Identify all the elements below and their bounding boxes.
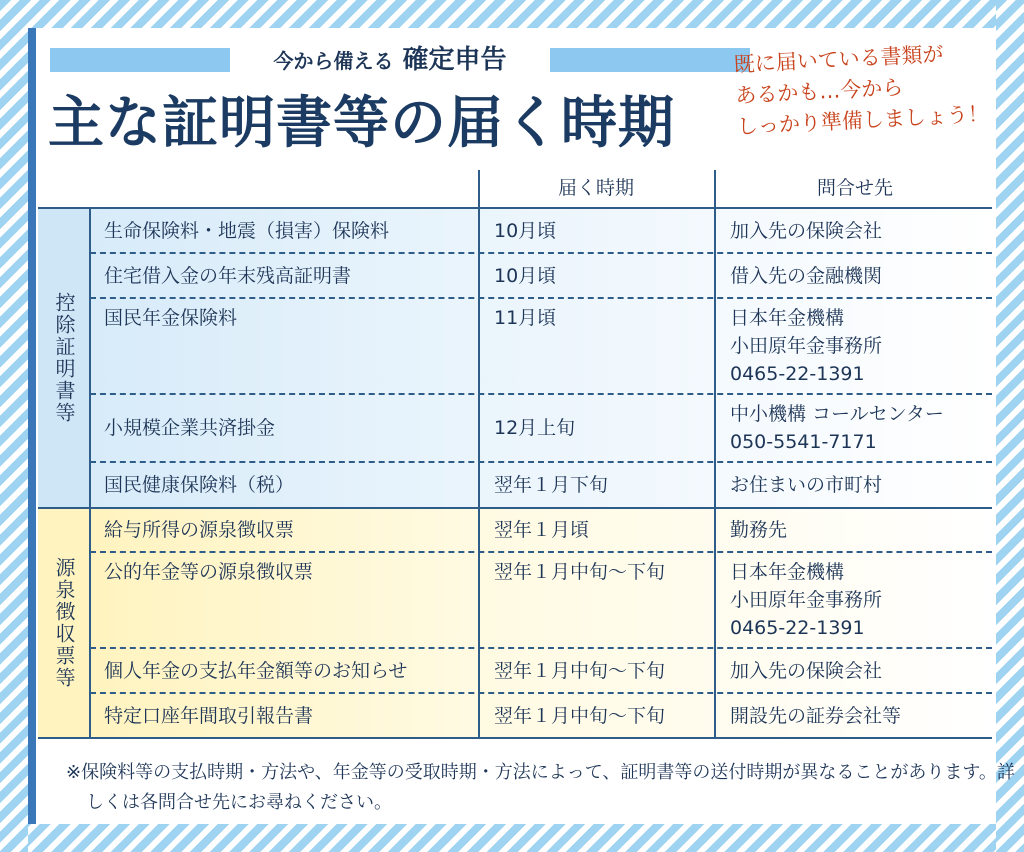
subtitle-row	[50, 42, 750, 78]
row-timing: 10月頃	[494, 265, 557, 287]
table-row	[90, 208, 992, 253]
schedule-table	[38, 170, 992, 768]
table-row	[90, 508, 992, 552]
left-accent-bar	[28, 28, 36, 824]
row-item: 特定口座年間取引報告書	[104, 705, 314, 727]
category-label: 控除証明書等	[52, 292, 76, 424]
row-timing: 11月頃	[494, 307, 557, 329]
col-header-timing: 届く時期	[557, 177, 634, 199]
table-row	[90, 253, 992, 298]
row-contact: 日本年金機構 小田原年金事務所 0465-22-1391	[730, 561, 883, 639]
row-contact: 加入先の保険会社	[730, 220, 883, 242]
row-contact: 開設先の証券会社等	[730, 705, 902, 727]
row-item: 公的年金等の源泉徴収票	[104, 561, 314, 583]
row-item: 住宅借入金の年末残高証明書	[104, 265, 352, 287]
table-row	[90, 648, 992, 693]
top-stripe-border	[0, 0, 1024, 28]
rule-dashed	[90, 647, 992, 649]
row-contact: 中小機構 コールセンター 050-5541-7171	[730, 403, 944, 453]
row-timing: 翌年１月頃	[494, 519, 590, 541]
rule-dashed	[90, 551, 992, 553]
rule-dashed	[90, 393, 992, 395]
col-divider-timing	[478, 170, 480, 738]
left-stripe-border	[0, 0, 28, 852]
row-item: 個人年金の支払年金額等のお知らせ	[104, 660, 408, 682]
row-item: 給与所得の源泉徴収票	[104, 519, 295, 541]
row-timing: 10月頃	[494, 220, 557, 242]
row-timing: 12月上旬	[494, 417, 576, 439]
rule-dashed	[90, 692, 992, 694]
row-contact: 借入先の金融機関	[730, 265, 883, 287]
category-deduction	[38, 208, 90, 508]
footnote: ※保険料等の支払時期・方法や、年金等の受取時期・方法によって、証明書等の送付時期が異なることがあります。詳しくは各問合せ先にお尋ねください。	[66, 762, 1015, 813]
subtitle-main: 確定申告	[402, 45, 507, 75]
table-row	[90, 552, 992, 648]
subtitle-prefix: 今から備える	[273, 49, 394, 73]
content-panel	[28, 28, 1015, 824]
col-divider-contact	[714, 170, 716, 738]
table-row	[90, 298, 992, 394]
subtitle-bar-right	[550, 48, 750, 72]
category-label: 源泉徴収票等	[52, 557, 76, 689]
row-item: 国民年金保険料	[104, 307, 238, 329]
page-title: 主な証明書等の届く時期	[48, 91, 675, 156]
row-item: 小規模企業共済掛金	[104, 417, 276, 439]
subtitle-bar-left	[50, 48, 230, 72]
col-header-contact: 問合せ先	[816, 177, 893, 199]
table-row	[90, 462, 992, 508]
table-row	[90, 693, 992, 738]
table-row	[90, 394, 992, 462]
bottom-stripe-border	[0, 824, 1024, 852]
handwritten-note: 既に届いている書類が あるかも…今から しっかり準備しましょう！	[733, 42, 990, 139]
row-item: 生命保険料・地震（損害）保険料	[104, 220, 390, 242]
rule-dashed	[90, 461, 992, 463]
rule-dashed	[90, 297, 992, 299]
row-contact: 加入先の保険会社	[730, 660, 883, 682]
category-withholding	[38, 508, 90, 738]
row-timing: 翌年１月下旬	[494, 474, 609, 496]
right-stripe-border	[996, 0, 1024, 852]
row-contact: お住まいの市町村	[730, 474, 883, 496]
rule-header-bottom	[38, 207, 992, 209]
col-divider-category	[89, 208, 91, 738]
row-timing: 翌年１月中旬～下旬	[494, 660, 666, 682]
row-item: 国民健康保険料（税）	[104, 474, 295, 496]
row-timing: 翌年１月中旬～下旬	[494, 705, 666, 727]
rule-table-bottom	[38, 737, 992, 739]
subtitle	[238, 42, 542, 79]
rule-dashed	[90, 252, 992, 254]
row-contact: 勤務先	[730, 519, 788, 541]
row-contact: 日本年金機構 小田原年金事務所 0465-22-1391	[730, 307, 883, 385]
rule-group-divider	[38, 507, 992, 509]
row-timing: 翌年１月中旬～下旬	[494, 561, 666, 583]
